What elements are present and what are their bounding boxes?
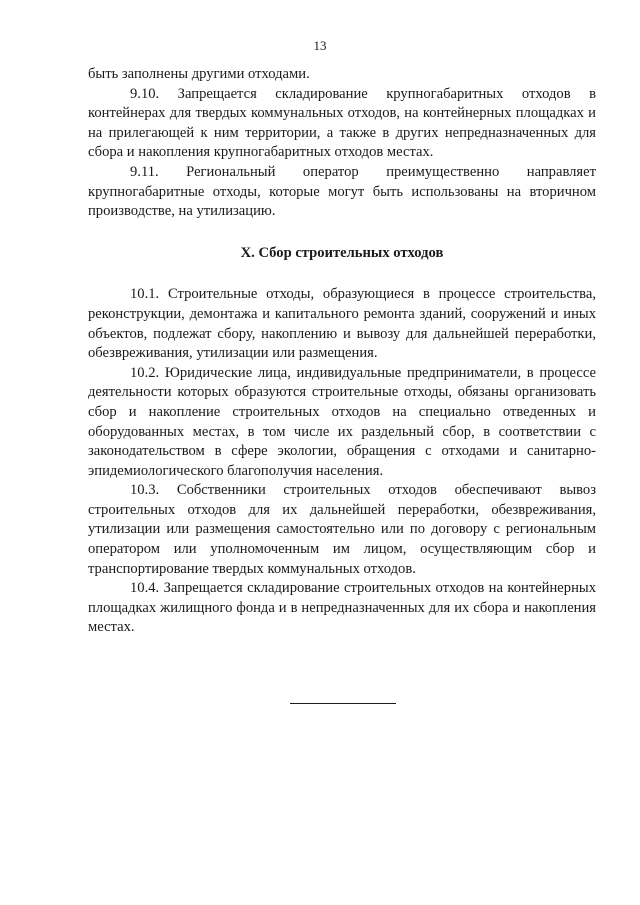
page-number: 13 [313,38,327,53]
paragraph-10-1: 10.1. Строительные отходы, образующиеся в процессе строительства, реконструкции, демонтажа и капитального ремонта зданий, сооружений и иных объектов, подлежат сбору, накоплению и вывозу для дальнейшей переработки, обезвреживания, утилизации или размещения. [88,286,596,362]
paragraph-9-10: 9.10. Запрещается складирование крупногабаритных отходов в контейнерах для твердых коммунальных отходов, на контейнерных площадках и на прилегающей к ним территории, а также в других непредназначенных для сбора и накопления крупногабаритных отходов местах. [88,85,596,161]
end-divider-line [290,703,396,704]
paragraph-continuation: быть заполнены другими отходами. [88,66,310,82]
paragraph-9-11: 9.11. Региональный оператор преимущественно направляет крупногабаритные отходы, которые могут быть использованы на вторичном производстве, на утилизацию. [88,163,596,220]
section-title: X. Сбор строительных отходов [240,244,444,261]
document-body [88,65,596,638]
paragraph-10-4: 10.4. Запрещается складирование строительных отходов на контейнерных площадках жилищного фонда и в непредназначенных для их сбора и накопления местах. [88,580,596,636]
paragraph-10-2: 10.2. Юридические лица, индивидуальные предприниматели, в процессе деятельности которых образуются строительные отходы, обязаны организовать сбор и накопление строительных отходов на специально отведенных и оборудованных местах, в том числе их раздельный сбор, в соответствии с законодательством в сфере экологии, обращения с отходами и санитарно-эпидемиологического благополучия населения. [88,364,596,479]
paragraph-10-3: 10.3. Собственники строительных отходов обеспечивают вывоз строительных отходов для их дальнейшей переработки, обезвреживания, утилизации или размещения самостоятельно или по договору с региональным оператором или уполномоченным им лицом, осуществляющим сбор и транспортирование твердых коммунальных отходов. [88,482,596,577]
